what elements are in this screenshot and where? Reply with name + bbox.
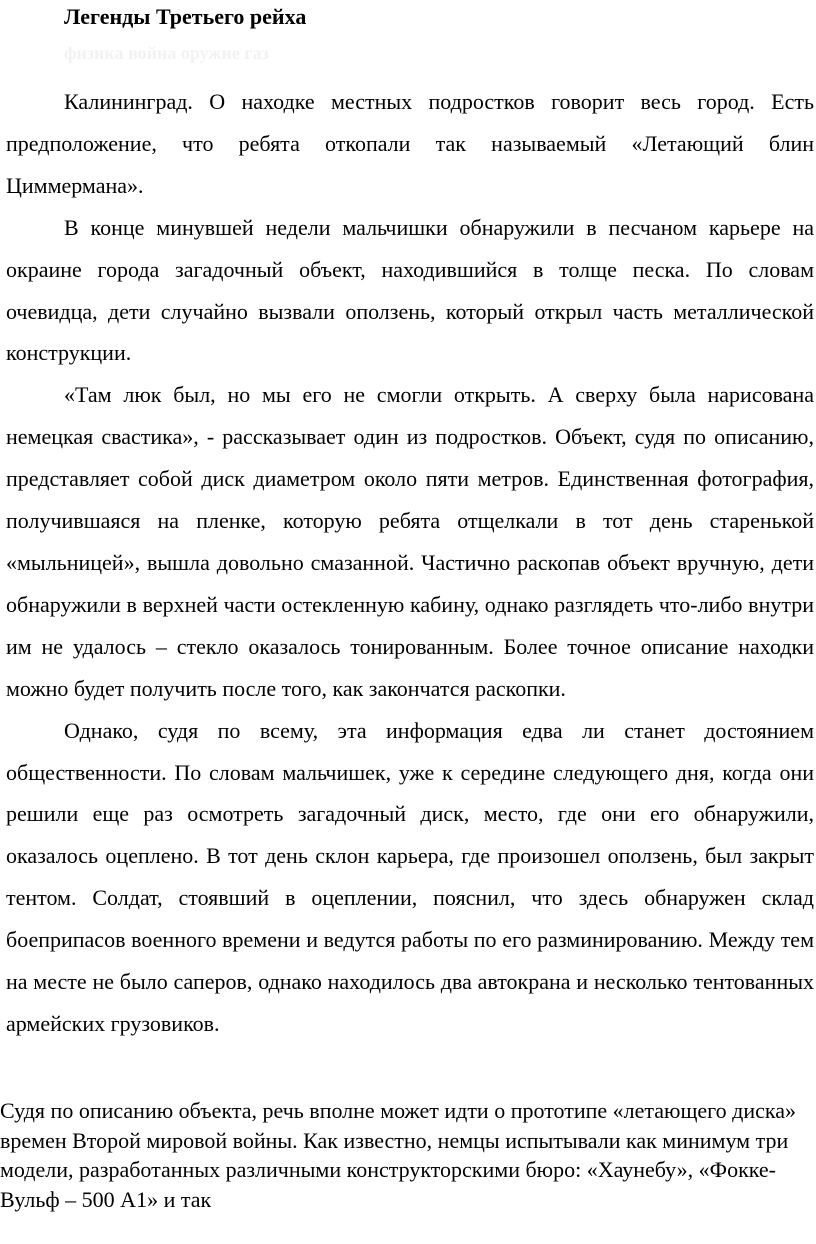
paragraph-3: «Там люк был, но мы его не смогли открыть. А сверху была нарисована немецкая свастика», - рассказывает один из подростков. Объект, судя по описанию, представляет собой диск диаметром около пяти метров. Единственная фотография, получившаяся на пленке, которую ребята отщелкали в тот день старенькой «мыльницей», вышла довольно смазанной. Частично раскопав объект вручную, дети обнаружили в верхней части остекленную кабину, однако разглядеть что-либо внутри им не удалось – стекло оказалось тонированным. Более точное описание находки можно будет получить после того, как закончатся раскопки.	[6, 382, 814, 701]
paragraph-4: Однако, судя по всему, эта информация едва ли станет достоянием общественности. По словам мальчишек, уже к середине следующего дня, когда они решили еще раз осмотреть загадочный диск, место, где они его обнаружили, оказалось оцеплено. В тот день склон карьера, где произошел оползень, был закрыт тентом. Солдат, стоявший в оцеплении, пояснил, что здесь обнаружен склад боеприпасов военного времени и ведутся работы по его разминированию. Между тем на месте не было саперов, однако находилось два автокрана и несколько тентованных армейских грузовиков.	[6, 717, 814, 1036]
final-paragraph-block	[0, 1096, 812, 1214]
document-title: Легенды Третьего рейха	[64, 4, 307, 29]
paragraph-5: Судя по описанию объекта, речь вполне может идти о прототипе «летающего диска» времен Второй мировой войны. Как известно, немцы испытывали как минимум три модели, разработанных различными конструкторскими бюро: «Хаунебу», «Фокке-Вульф – 500 А1» и так	[0, 1098, 797, 1212]
document-tags: физика война оружие газ	[64, 43, 269, 63]
document-body	[6, 81, 814, 1045]
paragraph-2: В конце минувшей недели мальчишки обнаружили в песчаном карьере на окраине города загадочный объект, находившийся в толще песка. По словам очевидца, дети случайно вызвали оползень, который открыл часть металлической конструкции.	[6, 214, 814, 366]
paragraph-1: Калининград. О находке местных подростков говорит весь город. Есть предположение, что ребята откопали так называемый «Летающий блин Циммермана».	[6, 89, 814, 198]
